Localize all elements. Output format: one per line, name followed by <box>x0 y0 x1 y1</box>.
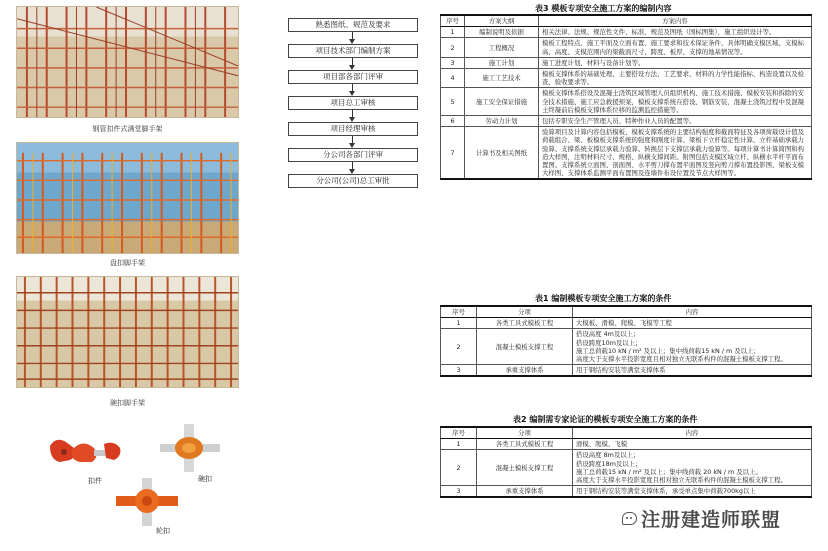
row-item: 混凝土模板支撑工程 <box>477 450 573 486</box>
flow-arrow-icon <box>352 162 354 174</box>
row-number: 6 <box>441 116 465 127</box>
scaffold-image <box>17 277 238 387</box>
photo-disc-lock-scaffold <box>16 142 239 254</box>
table-header-cell: 分项 <box>477 427 573 439</box>
photo-caption-3: 碗扣脚手架 <box>110 399 145 407</box>
flow-step-3: 项目部各部门评审 <box>288 70 418 84</box>
flow-arrow-icon <box>352 136 354 148</box>
wheel-buckle-icon <box>112 478 182 526</box>
flow-step-7: 分公司(公司)总工审批 <box>288 174 418 188</box>
table-row <box>441 38 812 57</box>
table-row <box>441 318 812 329</box>
coupler-label-bowl: 碗扣 <box>198 475 212 483</box>
photo-caption-1: 钢管扣件式满堂脚手架 <box>92 125 163 133</box>
wechat-chat-icon <box>622 512 637 525</box>
row-item: 混凝土模板支撑工程 <box>477 329 573 365</box>
table-header-cell: 分项 <box>477 306 573 318</box>
row-number: 1 <box>441 439 477 450</box>
table-row <box>441 450 812 486</box>
table3-title: 表3 模板专项安全施工方案的编制内容 <box>535 4 672 13</box>
row-number: 3 <box>441 486 477 498</box>
table-header-row <box>441 306 812 318</box>
table-header-row <box>441 15 812 27</box>
table-row <box>441 439 812 450</box>
row-outline: 施工工艺技术 <box>465 69 539 88</box>
table-row <box>441 329 812 365</box>
coupler-wheel-illustration <box>112 478 182 526</box>
row-outline: 工程概况 <box>465 38 539 57</box>
row-number: 2 <box>441 450 477 486</box>
flow-step-2: 项目技术部门编制方案 <box>288 44 418 58</box>
coupler-label-fastener: 扣件 <box>88 477 102 485</box>
row-number: 2 <box>441 38 465 57</box>
table-header-cell: 内容 <box>573 306 812 318</box>
coupler-bowl-illustration <box>154 424 226 472</box>
table-row <box>441 27 812 38</box>
row-outline: 编制说明及依据 <box>465 27 539 38</box>
table-header-cell: 序号 <box>441 15 465 27</box>
flow-step-1: 熟悉图纸、规范及要求 <box>288 18 418 32</box>
scaffold-image <box>17 7 238 117</box>
row-item: 承重支撑体系 <box>477 486 573 498</box>
row-content: 滑模、爬模、飞模 <box>573 439 812 450</box>
row-content: 包括专职安全生产管理人员、特种作业人员的配置等。 <box>539 116 812 127</box>
flow-arrow-icon <box>352 32 354 44</box>
watermark-text: 注册建造师联盟 <box>641 509 782 531</box>
table-header-cell: 方案大纲 <box>465 15 539 27</box>
table-row <box>441 365 812 377</box>
row-number: 1 <box>441 318 477 329</box>
table-row <box>441 486 812 498</box>
row-number: 2 <box>441 329 477 365</box>
flow-arrow-icon <box>352 58 354 70</box>
row-content: 验算项目及计算内容包括模板、模板支撑系统的主要结构强度和截面特征及各项荷载设计值及荷载组合、梁、板模板支撑系统的强度和刚度计算、梁板下立杆稳定性计算、立杆基础承载力验算、支撑系统支撑层承载力验算、转换层下支撑层承载力验算等。每项计算书计算简图和构造大样图，注明材料尺寸、规格、纵横支撑间距。附图包括支模区域立杆、纵横水平杆平面布置图、支撑系统立面图、剖面图、水平剪刀撑布置平面图及竖向剪刀撑布置投影图、梁板支模大样图、支撑体系监测平面布置图及连墙件布设位置及节点大样图等。 <box>539 127 812 180</box>
photo-bowl-buckle-scaffold <box>16 276 239 388</box>
table-row <box>441 116 812 127</box>
table-header-cell: 序号 <box>441 427 477 439</box>
row-content: 相关法律、法规、规范性文件、标准、规范及图纸（国标图集），施工组织设计等。 <box>539 27 812 38</box>
row-content: 施工进度计划、材料与设备计划等。 <box>539 57 812 68</box>
table-row <box>441 88 812 116</box>
table-header-cell: 方案内容 <box>539 15 812 27</box>
row-content: 用于钢结构安装等满堂支撑体系，承受单点集中荷载700kg以上 <box>573 486 812 498</box>
row-content: 搭设高度 4m及以上； 搭设跨度10m及以上； 施工总荷载10 kN / m² 及以上；集中线荷载15 kN / m 及以上； 高度大于支撑水平投影宽度且相对独立无联系构件的混凝土模板支撑工程。 <box>573 329 812 365</box>
photo-caption-2: 盘扣脚手架 <box>110 259 145 267</box>
row-content: 模板工程特点、施工平面及立面布置、施工要求和技术保证条件、具体明确支模区域、支模标高、高度、支模范围内的梁截面尺寸、跨度、板厚、支撑的地基情况等。 <box>539 38 812 57</box>
row-outline: 施工计划 <box>465 57 539 68</box>
row-item: 承重支撑体系 <box>477 365 573 377</box>
row-content: 大模板、滑模、爬模、飞模等工程 <box>573 318 812 329</box>
coupler-fastener-illustration <box>42 432 132 474</box>
flow-arrow-icon <box>352 110 354 122</box>
table-header-cell: 内容 <box>573 427 812 439</box>
flow-step-5: 项目经理审核 <box>288 122 418 136</box>
flow-arrow-icon <box>352 84 354 96</box>
table-header-row <box>441 427 812 439</box>
row-number: 5 <box>441 88 465 116</box>
row-number: 1 <box>441 27 465 38</box>
fastener-icon <box>42 432 132 474</box>
row-number: 4 <box>441 69 465 88</box>
table2-title: 表2 编制需专家论证的模板专项安全施工方案的条件 <box>513 415 698 424</box>
table-header-cell: 序号 <box>441 306 477 318</box>
row-outline: 施工安全保证措施 <box>465 88 539 116</box>
table1-title: 表1 编制模板专项安全施工方案的条件 <box>535 294 672 303</box>
table2 <box>440 426 812 498</box>
watermark <box>622 505 781 532</box>
flow-step-4: 项目总工审核 <box>288 96 418 110</box>
row-content: 用于钢结构安装等满堂支撑体系 <box>573 365 812 377</box>
row-number: 3 <box>441 57 465 68</box>
bowl-buckle-icon <box>154 424 226 472</box>
row-content: 搭设高度 8m及以上； 搭设跨度18m及以上； 施工总荷载15 kN / m² 及以上；集中线荷载 20 kN / m 及以上。 高度大于支撑水平投影宽度且相对独立无联系构件的混凝土模板支撑工程。 <box>573 450 812 486</box>
table3 <box>440 14 812 180</box>
row-number: 7 <box>441 127 465 180</box>
row-number: 3 <box>441 365 477 377</box>
row-outline: 劳动力计划 <box>465 116 539 127</box>
photo-steel-pipe-scaffold <box>16 6 239 118</box>
row-item: 各类工具式模板工程 <box>477 318 573 329</box>
flow-step-6: 分公司各部门评审 <box>288 148 418 162</box>
coupler-label-wheel: 轮扣 <box>156 527 170 535</box>
row-content: 模板支撑体系搭设及混凝土浇筑区域管理人员组织机构、施工技术措施、模板安装和拆除的安全技术措施、施工应急救援预案，模板支撑系统在搭设、钢筋安装、混凝土浇筑过程中及混凝土终凝前后模板支撑体系位移的监测监控措施等。 <box>539 88 812 116</box>
row-item: 各类工具式模板工程 <box>477 439 573 450</box>
table1 <box>440 305 812 377</box>
table-row <box>441 127 812 180</box>
row-content: 模板支撑体系的基础处理、主要搭设方法、工艺要求、材料的力学性能指标、构造设置以及检查、验收要求等。 <box>539 69 812 88</box>
table-row <box>441 69 812 88</box>
scaffold-image <box>17 143 238 253</box>
table-row <box>441 57 812 68</box>
row-outline: 计算书及相关图纸 <box>465 127 539 180</box>
